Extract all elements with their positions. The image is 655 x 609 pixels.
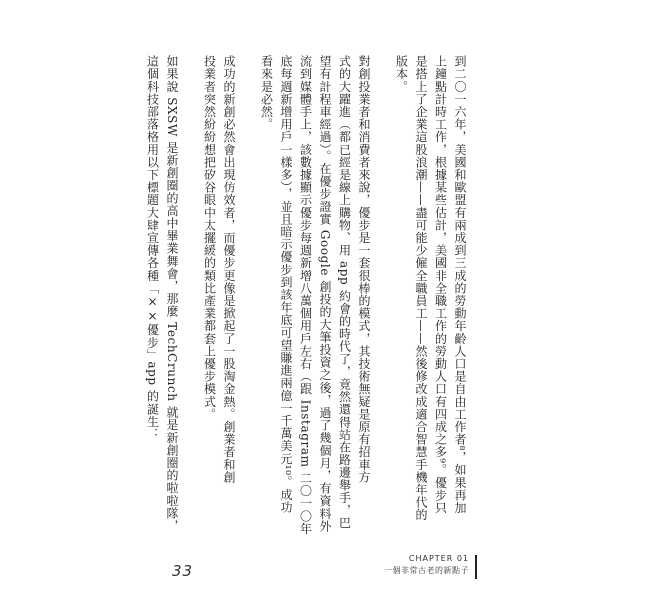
text-line: 這個科技部落格用以下標題大肆宣傳各種「××優步」app 的誕生： bbox=[145, 55, 160, 441]
text-line: 如果說 SXSW 是新創圈的高中畢業舞會，那麼 TechCrunch 就是新創圈的啦啦隊， bbox=[165, 55, 179, 533]
text-line: 對創投業者和消費者來說，優步是一套很棒的模式，其技術無疑是原有招車方 bbox=[357, 55, 371, 484]
text-line: 底每週新增用戶一樣多），並且暗示優步到該年底可望賺進兩億一千萬美元¹⁰。成功 bbox=[279, 55, 293, 514]
chapter-label: CHAPTER 01 bbox=[408, 554, 469, 563]
text-line: 投業者突然紛紛想把矽谷眼中太擺緩的類比產業都套上優步模式。 bbox=[202, 55, 217, 421]
text-line: 望有計程車經過）。在優步證實 Google 創投的大筆投資之後，過了幾個月，有資料外 bbox=[318, 55, 332, 533]
text-line: 是搭上了企業這股浪潮——盡可能少僱全職員工——然後修改成適合智慧手機年代的 bbox=[414, 55, 428, 522]
page-number: 33 bbox=[172, 562, 194, 580]
chapter-title: 一個非常古老的新點子 bbox=[384, 566, 469, 575]
text-line: 到二〇一六年，美國和歐盟有兩成到三成的勞動年齡人口是自由工作者⁸，如果再加 bbox=[453, 55, 467, 515]
text-line: 看來是必然。 bbox=[259, 55, 274, 131]
body-text bbox=[142, 55, 469, 535]
text-line: 流到媒體手上，該數據顯示優步每週新增八萬個用戶左右（跟 Instagram 二〇一〇年 bbox=[298, 55, 313, 535]
running-footer bbox=[384, 554, 469, 576]
footer-rule bbox=[475, 555, 477, 579]
text-line: 成功的新創必然會出現仿效者，而優步更像是掀起了一股淘金熱。創業者和創 bbox=[222, 55, 236, 484]
text-line: 上鐘點計時工作，根據某些估計，美國非全職工作的勞動人口有四成之多⁹。優步只 bbox=[433, 55, 448, 515]
text-line: 版本。 bbox=[394, 55, 409, 93]
text-line: 式的大躍進（都已經是線上購物、用 app 約會的時代了，竟然還得站在路邊舉手，巴 bbox=[337, 55, 352, 530]
